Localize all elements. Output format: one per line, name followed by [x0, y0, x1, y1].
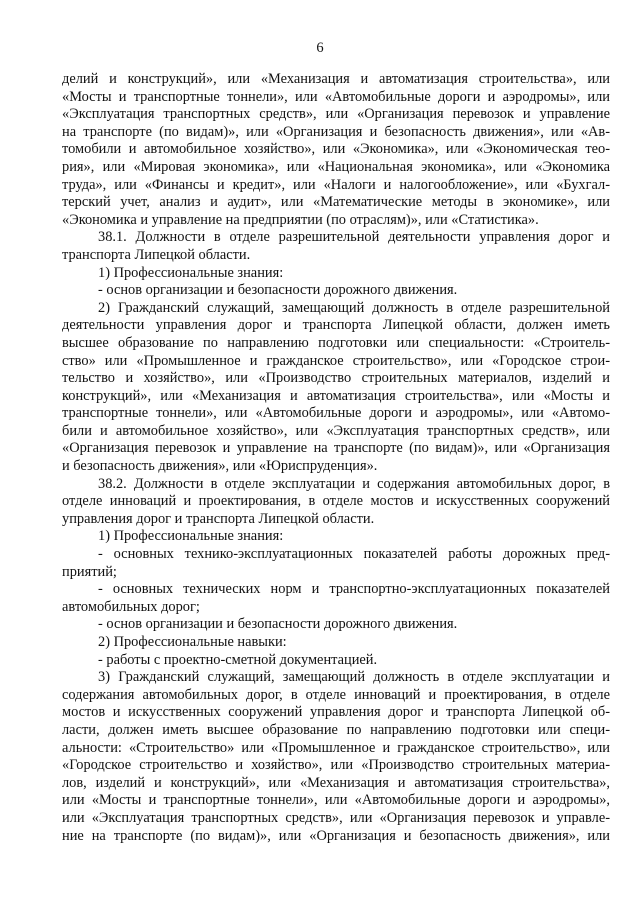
text-line: или «Мосты и транспортные тоннели», или «Автомобильные дороги и аэродромы»,: [62, 792, 610, 809]
text-line: терский учет, анализ и аудит», или «Математические методы в экономике», или: [62, 194, 610, 211]
text-line: отделе инноваций и проектирования, в отделе мостов и искусственных сооружений: [62, 493, 610, 510]
text-line: мостов и искусственных сооружений управления дорог и транспорта Липецкой об-: [62, 704, 610, 721]
text-line: ство» или «Промышленное и гражданское строительство», или «Городское строи-: [62, 352, 610, 369]
text-line: конструкций», или «Механизация и автоматизация строительства», или «Мосты и: [62, 387, 610, 404]
text-line: - работы с проектно-сметной документацией.: [98, 651, 378, 668]
text-line: рия», или «Мировая экономика», или «Национальная экономика», или «Экономика: [62, 158, 610, 175]
text-line: «Организация перевозок и управление на транспорте (по видам)», или «Организация: [62, 440, 610, 457]
text-line: ние на транспорте (по видам)», или «Организация и безопасность движения», или: [62, 827, 610, 844]
text-line: труда», или «Финансы и кредит», или «Налоги и налогообложение», или «Бухгал-: [62, 176, 610, 193]
text-line: - основных технических норм и транспортно-эксплуатационных показателей: [98, 581, 610, 598]
text-line: и безопасность движения», или «Юриспруденция».: [62, 458, 378, 475]
text-line: лов, изделий и конструкций», или «Механизация и автоматизация строительства»,: [62, 774, 610, 791]
text-line: 38.1. Должности в отделе разрешительной деятельности управления дорог и: [98, 229, 610, 246]
document-body: [62, 71, 610, 845]
text-line: били и автомобильное хозяйство», или «Эксплуатация транспортных средств», или: [62, 422, 610, 439]
text-line: «Экономика и управление на предприятии (по отраслям)», или «Статистика».: [62, 211, 539, 228]
text-line: ласти, должен иметь высшее образование по направлению подготовки или специ-: [62, 721, 610, 738]
text-line: тельство и хозяйство», или «Производство строительных материалов, изделий и: [62, 370, 610, 387]
text-line: - основ организации и безопасности дорожного движения.: [98, 616, 458, 633]
text-line: 3) Гражданский служащий, замещающий должность в отделе эксплуатации и: [98, 669, 610, 686]
text-line: 2) Профессиональные навыки:: [98, 634, 287, 650]
text-line: содержания автомобильных дорог, в отделе инноваций и проектирования, в отделе: [62, 686, 610, 703]
text-line: деятельности управления дорог и транспорта Липецкой области, должен иметь: [62, 317, 610, 334]
text-line: 1) Профессиональные знания:: [98, 528, 284, 545]
text-line: 2) Гражданский служащий, замещающий должность в отделе разрешительной: [98, 299, 610, 316]
text-line: автомобильных дорог;: [62, 598, 200, 615]
text-line: «Городское строительство и хозяйство», или «Производство строительных материа-: [62, 757, 610, 774]
text-line: транспорта Липецкой области.: [62, 246, 251, 263]
text-line: или «Эксплуатация транспортных средств», или «Организация перевозок и управле-: [62, 809, 610, 826]
text-line: «Мосты и транспортные тоннели», или «Автомобильные дороги и аэродромы», или: [62, 88, 610, 105]
text-line: альности: «Строительство» или «Промышленное и гражданское строительство», или: [62, 739, 610, 756]
text-line: на транспорте (по видам)», или «Организация и безопасность движения», или «Ав-: [62, 123, 610, 140]
text-line: управления дорог и транспорта Липецкой области.: [62, 510, 375, 527]
text-line: «Эксплуатация транспортных средств», или «Организация перевозок и управление: [62, 106, 610, 123]
text-line: высшее образование по направлению подготовки или специальности: «Строитель-: [62, 334, 610, 351]
text-line: 38.2. Должности в отделе эксплуатации и содержания автомобильных дорог, в: [98, 475, 610, 492]
text-line: - основ организации и безопасности дорожного движения.: [98, 282, 458, 299]
page-number: 6: [316, 40, 324, 56]
text-line: делий и конструкций», или «Механизация и автоматизация строительства», или: [62, 71, 610, 87]
text-line: приятий;: [62, 563, 117, 580]
text-line: транспортные тоннели», или «Автомобильные дороги и аэродромы», или «Автомо-: [62, 405, 610, 422]
text-line: - основных технико-эксплуатационных показателей работы дорожных пред-: [98, 546, 610, 563]
text-line: томобили и автомобильное хозяйство», или «Экономика», или «Экономическая тео-: [62, 141, 610, 158]
text-line: 1) Профессиональные знания:: [98, 264, 284, 281]
